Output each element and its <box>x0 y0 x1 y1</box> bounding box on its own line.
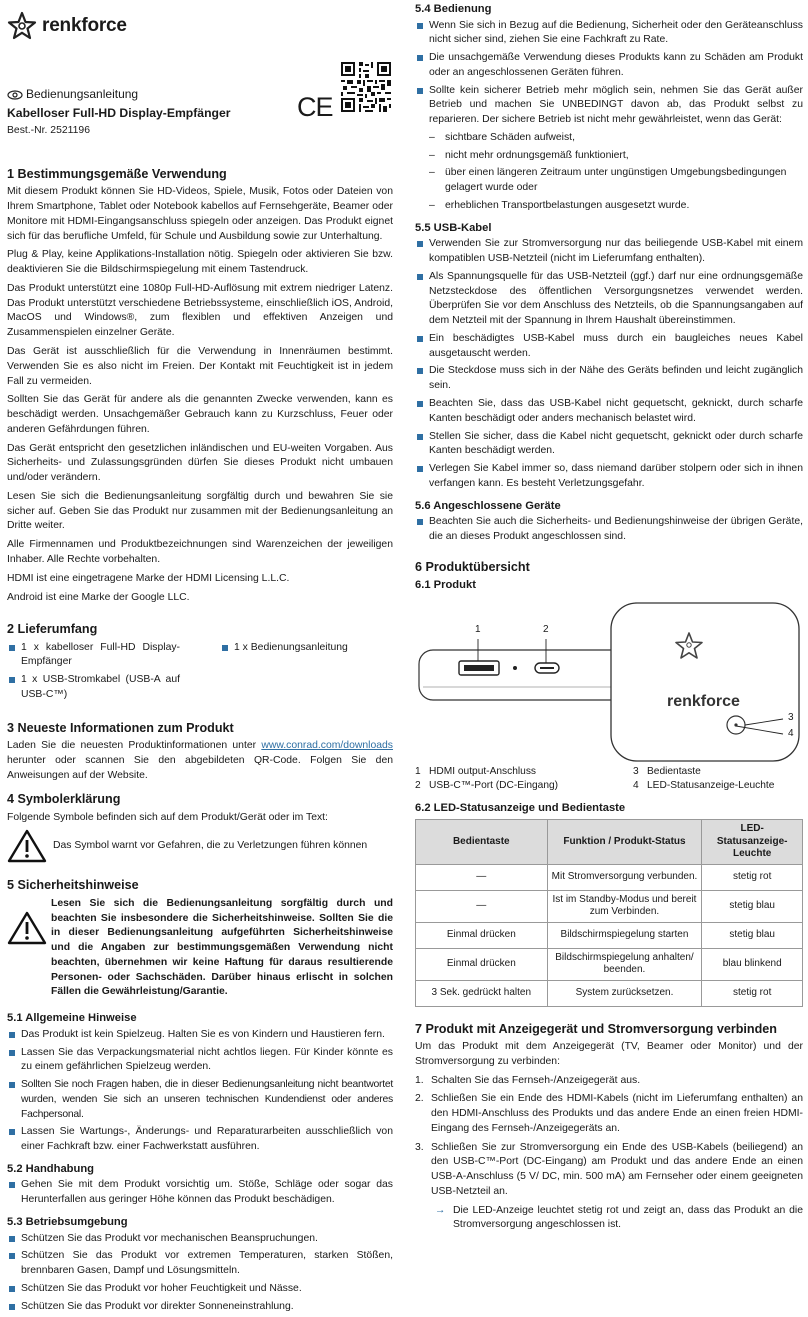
safety-bold-text: Lesen Sie sich die Bedienungsanleitung sorgfältig durch und beachten Sie insbesondere die Sicherheitshinweise. Sollten Sie die in dieser Bedienungsanleitung aufgeführten Sicherheitshinweise und die Angaben zur bestimmungsgemäßen Verwendung nicht beachten, übernehmen wir keine Haftung für daraus resultierende Personen- oder Sachschäden. Darüber hinaus erlischt in solchen Fällen die Gewährleistung/Garantie. <box>51 897 393 998</box>
list-item: Schützen Sie das Produkt vor hoher Feuchtigkeit und Nässe. <box>7 1282 393 1297</box>
product-figure <box>415 595 803 763</box>
section-5-5-title: 5.5 USB-Kabel <box>415 221 492 234</box>
section-3-title: 3 Neueste Informationen zum Produkt <box>7 720 234 735</box>
s1-p2: Das Produkt unterstützt eine 1080p Full-HD-Auflösung mit extrem niedriger Latenz. Das Produkt unterstützt verschiedene Betriebssysteme, einschließlich iOS, Android, MacOS und Windows®, zum flexiblen und effektiven Anzeigen und Zusammenspielen einzelner Geräte. <box>7 282 393 339</box>
section-5-1-title: 5.1 Allgemeine Hinweise <box>7 1012 137 1025</box>
renkforce-star-icon <box>7 11 37 41</box>
section-7-title: 7 Produkt mit Anzeigegerät und Stromversorgung verbinden <box>415 1021 778 1036</box>
table-cell: Einmal drücken <box>416 948 548 980</box>
table-header: Bedientaste <box>416 820 548 865</box>
step-item <box>415 1074 803 1089</box>
table-row <box>416 922 803 948</box>
section-4-title: 4 Symbolerklärung <box>7 792 121 807</box>
safety-intro <box>7 897 393 1004</box>
section-5-3-title: 5.3 Betriebsumgebung <box>7 1215 128 1228</box>
table-row <box>416 980 803 1006</box>
step-item <box>415 1141 803 1200</box>
dash-item: – nicht mehr ordnungsgemäß funktioniert, <box>429 149 803 164</box>
list-item: Als Spannungsquelle für das USB-Netzteil (ggf.) darf nur eine ordnungsgemäße Netzsteckdose des öffentlichen Versorgungsnetzes verwendet werden. Überprüfen Sie vor dem Anschluss des Netzteils, ob die Spannungsangaben auf dem Netzteil mit der Spannung in Ihrem Haushalt übereinstimmen. <box>415 270 803 329</box>
s3-paragraph <box>7 739 393 783</box>
section-5-4-title: 5.4 Bedienung <box>415 3 492 15</box>
legend-item <box>633 779 803 793</box>
led-status-table <box>415 819 803 1007</box>
legend-item <box>633 765 803 779</box>
legend-col <box>585 765 803 794</box>
step-text: Schließen Sie zur Stromversorgung ein Ende des USB-Kabels (beiliegend) an den USB-C™-Port (DC-Eingang) am Produkt und das andere Ende an einen USB-A-Anschluss (5 V/ DC, min. 500 mA) am Fernseher oder einem geeigneten USB-Netzteil an. <box>431 1141 803 1197</box>
table-row <box>416 890 803 922</box>
dash-item: – erheblichen Transportbelastungen ausgesetzt wurde. <box>429 199 803 214</box>
section-5-title: 5 Sicherheitshinweise <box>7 878 139 893</box>
result-note <box>431 1204 803 1234</box>
legend-num: 4 <box>633 780 639 792</box>
s1-p1: Plug & Play, keine Applikations-Installation nötig. Spiegeln oder aktivieren Sie bzw. deaktivieren Sie die Bildschirmspiegelung mit einem Tastendruck. <box>7 249 393 276</box>
product-legend <box>415 765 803 794</box>
arrow-right-icon: → <box>435 1204 446 1216</box>
legend-col <box>415 765 585 794</box>
callout-1: 1 <box>475 623 481 635</box>
s1-p9: Android ist eine Marke der Google LLC. <box>7 591 190 603</box>
step-item <box>415 1092 803 1136</box>
table-header: Funktion / Produkt-Status <box>547 820 702 865</box>
warning-icon <box>7 829 47 863</box>
s1-p4: Sollten Sie das Gerät für andere als die genannten Zwecke verwenden, kann es beschädigt werden. Unsachgemäßer Gebrauch kann zu Kurzschluss, Feuer oder anderen Gefährdungen führen. <box>7 394 393 435</box>
device-brand-label: renkforce <box>667 692 740 710</box>
qr-code <box>341 62 391 112</box>
legend-item <box>415 765 585 779</box>
list-item: Stellen Sie sicher, dass die Kabel nicht gequetscht, geknickt oder durch scharfe Kanten beschädigt werden. <box>415 430 803 460</box>
list-item: Schützen Sie das Produkt vor extremen Temperaturen, starken Stößen, brennbaren Gasen, Dampf und Lösungsmitteln. <box>7 1249 393 1279</box>
callout-4: 4 <box>788 727 794 739</box>
table-cell: — <box>416 864 548 890</box>
section-6-1-title: 6.1 Produkt <box>415 579 476 592</box>
table-cell: blau blinkend <box>702 948 803 980</box>
list-item: Lassen Sie das Verpackungsmaterial nicht achtlos liegen. Für Kinder könnte es zu einem gefährlichen Spielzeug werden. <box>7 1046 393 1076</box>
section-1-title: 1 Bestimmungsgemäße Verwendung <box>7 167 227 181</box>
table-cell: — <box>416 890 548 922</box>
list-item: Verwenden Sie zur Stromversorgung nur das beiliegende USB-Kabel mit einem kompatiblen USB-Netzteil (nicht im Lieferumfang enthalten). <box>415 237 803 267</box>
step-number: 2. <box>415 1093 424 1105</box>
s1-p6: Lesen Sie sich die Bedienungsanleitung sorgfältig durch und bewahren Sie sie sicher auf. Geben Sie das Produkt nur zusammen mit der Bedienungsanleitung an Dritte weiter. <box>7 490 393 532</box>
doc-title: Kabelloser Full-HD Display-Empfänger <box>7 106 231 121</box>
s4-intro: Folgende Symbole befinden sich auf dem Produkt/Gerät oder im Text: <box>7 811 328 823</box>
table-cell: Bildschirmspiegelung anhalten/ beenden. <box>547 948 702 980</box>
list-item: 1 x USB-Stromkabel (USB-A auf USB-C™) <box>7 673 180 703</box>
s1-p8: HDMI ist eine eingetragene Marke der HDMI Licensing L.L.C. <box>7 572 290 584</box>
warning-symbol-row <box>7 829 393 863</box>
list-item: Beachten Sie auch die Sicherheits- und Bedienungshinweise der übrigen Geräte, die an dieses Produkt angeschlossen sind. <box>415 515 803 545</box>
brand-name: renkforce <box>42 14 127 36</box>
warning-icon <box>7 911 47 945</box>
table-header: LED-Statusanzeige-Leuchte <box>702 820 803 865</box>
table-cell: stetig rot <box>702 864 803 890</box>
table-row <box>416 864 803 890</box>
list-item: Wenn Sie sich in Bezug auf die Bedienung, Sicherheit oder den Geräteanschluss nicht sicher sind, ziehen Sie eine Fachkraft zu Rate. <box>415 19 803 49</box>
list-item: 1 x kabelloser Full-HD Display-Empfänger <box>7 641 180 671</box>
step-number: 1. <box>415 1074 424 1086</box>
list-item: Ein beschädigtes USB-Kabel muss durch ein baugleiches neues Kabel ausgetauscht werden. <box>415 332 803 362</box>
table-cell: 3 Sek. gedrückt halten <box>416 980 548 1006</box>
list-item: Verlegen Sie Kabel immer so, dass niemand darüber stolpern oder sich in ihnen verfangen kann. Es besteht Verletzungsgefahr. <box>415 462 803 492</box>
table-cell: stetig blau <box>702 922 803 948</box>
legend-text: HDMI output-Anschluss <box>429 765 537 777</box>
eye-icon <box>7 90 23 100</box>
s3-pre: Laden Sie die neuesten Produktinformationen unter <box>7 740 262 752</box>
legend-num: 2 <box>415 780 421 792</box>
product-illustration <box>415 595 803 763</box>
table-cell: stetig rot <box>702 980 803 1006</box>
table-cell: Mit Stromversorgung verbunden. <box>547 864 702 890</box>
downloads-link[interactable]: www.conrad.com/downloads <box>261 740 393 752</box>
table-cell: stetig blau <box>702 890 803 922</box>
legend-num: 3 <box>633 765 639 777</box>
result-text: Die LED-Anzeige leuchtet stetig rot und zeigt an, dass das Produkt an die Stromversorgung angeschlossen ist. <box>453 1204 803 1231</box>
table-cell: Einmal drücken <box>416 922 548 948</box>
legend-item <box>415 779 585 793</box>
list-item: Das Produkt ist kein Spielzeug. Halten Sie es von Kindern und Haustieren fern. <box>7 1028 393 1043</box>
ce-mark: CE <box>297 92 333 122</box>
list-item: Gehen Sie mit dem Produkt vorsichtig um. Stöße, Schläge oder sogar das Herunterfallen aus geringer Höhe können das Produkt beschädigen. <box>7 1178 393 1208</box>
section-5-2-title: 5.2 Handhabung <box>7 1162 95 1175</box>
step-text: Schalten Sie das Fernseh-/Anzeigegerät aus. <box>431 1074 641 1086</box>
left-column <box>7 0 393 1317</box>
step-number: 3. <box>415 1141 424 1153</box>
table-cell: Bildschirmspiegelung starten <box>547 922 702 948</box>
right-column <box>415 0 803 1233</box>
callout-3: 3 <box>788 711 794 723</box>
list-item: Sollten Sie noch Fragen haben, die in dieser Bedienungsanleitung nicht beantwortet wurden, wenden Sie sich an unseren technischen Kundendienst oder anderes Fachpersonal. <box>7 1078 393 1122</box>
dash-item: – über einen längeren Zeitraum unter ungünstigen Umgebungsbedingungen gelagert wurde oder <box>429 166 803 196</box>
brand-logo <box>7 6 393 46</box>
order-number: Best.-Nr. 2521196 <box>7 125 90 137</box>
delivery-scope <box>7 641 393 706</box>
section-6-2-title: 6.2 LED-Statusanzeige und Bedientaste <box>415 801 626 814</box>
document-header <box>7 86 393 156</box>
list-item: Lassen Sie Wartungs-, Änderungs- und Reparaturarbeiten ausschließlich von einer Fachkraft bzw. einer Fachwerkstatt ausführen. <box>7 1125 393 1155</box>
section-6-title: 6 Produktübersicht <box>415 559 530 574</box>
table-row <box>416 948 803 980</box>
legend-text: LED-Statusanzeige-Leuchte <box>647 780 775 792</box>
s7-intro: Um das Produkt mit dem Anzeigegerät (TV, Beamer oder Monitor) und der Stromversorgung zu verbinden: <box>415 1040 803 1067</box>
list-item: Die unsachgemäße Verwendung dieses Produkts kann zu Schäden am Produkt oder an angeschlossenen Geräten führen. <box>415 51 803 81</box>
s1-p5: Das Gerät entspricht den gesetzlichen inländischen und EU-weiten Vorgaben. Aus Sicherheits- und Zulassungsgründen dürfen Sie dieses Produkt nicht umbauen und/oder verändern. <box>7 442 393 484</box>
step-text: Schließen Sie ein Ende des HDMI-Kabels (nicht im Lieferumfang enthalten) an den HDMI-Anschluss des Produkts und das andere Ende an einen freien HDMI-Eingang des Fernseh-/Anzeigegeräts an. <box>431 1093 803 1134</box>
warning-text: Das Symbol warnt vor Gefahren, die zu Verletzungen führen können <box>53 840 368 852</box>
legend-num: 1 <box>415 765 421 777</box>
table-cell: System zurücksetzen. <box>547 980 702 1006</box>
dash-item: – sichtbare Schäden aufweist, <box>429 131 803 146</box>
legend-text: Bedientaste <box>647 765 701 777</box>
s1-p0: Mit diesem Produkt können Sie HD-Videos, Spiele, Musik, Fotos oder Dateien von Ihrem Smartphone, Tablet oder Notebook kabellos auf Fernsehgeräte, Beamer oder Monitore mit HDMI-Eingangsanschluss spiegeln oder anzeigen. Das Produkt eignet sich für das berufliche Umfeld, für Schule und Ausbildung sowie zur Unterhaltung. <box>7 186 393 242</box>
section-5-6-title: 5.6 Angeschlossene Geräte <box>415 499 561 512</box>
s1-p3: Das Gerät ist ausschließlich für die Verwendung in Innenräumen bestimmt. Verwenden Sie es also nicht im Freien. Der Kontakt mit Feuchtigkeit ist in jedem Fall zu vermeiden. <box>7 346 393 387</box>
callout-2: 2 <box>543 623 549 635</box>
doc-type-label: Bedienungsanleitung <box>26 87 139 101</box>
section-2-title: 2 Lieferumfang <box>7 622 98 637</box>
s3-post: herunter oder scannen Sie den abgebildeten QR-Code. Folgen Sie den Anweisungen auf der Website. <box>7 754 393 781</box>
list-item: Beachten Sie, dass das USB-Kabel nicht gequetscht, geknickt, durch scharfe Kanten beschädigt oder anders mechanisch belastet wird. <box>415 397 803 427</box>
list-item: Sollte kein sicherer Betrieb mehr möglich sein, nehmen Sie das Gerät außer Betrieb und machen Sie UNBEDINGT davon ab, das Produkt selbst zu reparieren. Der sichere Betrieb ist nicht mehr gewährleistet, wenn das Gerät: <box>415 84 803 128</box>
legend-text: USB-C™-Port (DC-Eingang) <box>429 780 559 792</box>
doc-type <box>7 86 393 103</box>
list-item: 1 x Bedienungsanleitung <box>220 641 393 656</box>
s1-p7: Alle Firmennamen und Produktbezeichnungen sind Warenzeichen der jeweiligen Inhaber. Alle Rechte vorbehalten. <box>7 539 393 565</box>
list-item: Die Steckdose muss sich in der Nähe des Geräts befinden und leicht zugänglich sein. <box>415 364 803 394</box>
table-cell: Ist im Standby-Modus und bereit zum Verbinden. <box>547 890 702 922</box>
list-item: Schützen Sie das Produkt vor direkter Sonneneinstrahlung. <box>7 1300 393 1315</box>
list-item: Schützen Sie das Produkt vor mechanischen Beanspruchungen. <box>7 1232 393 1247</box>
